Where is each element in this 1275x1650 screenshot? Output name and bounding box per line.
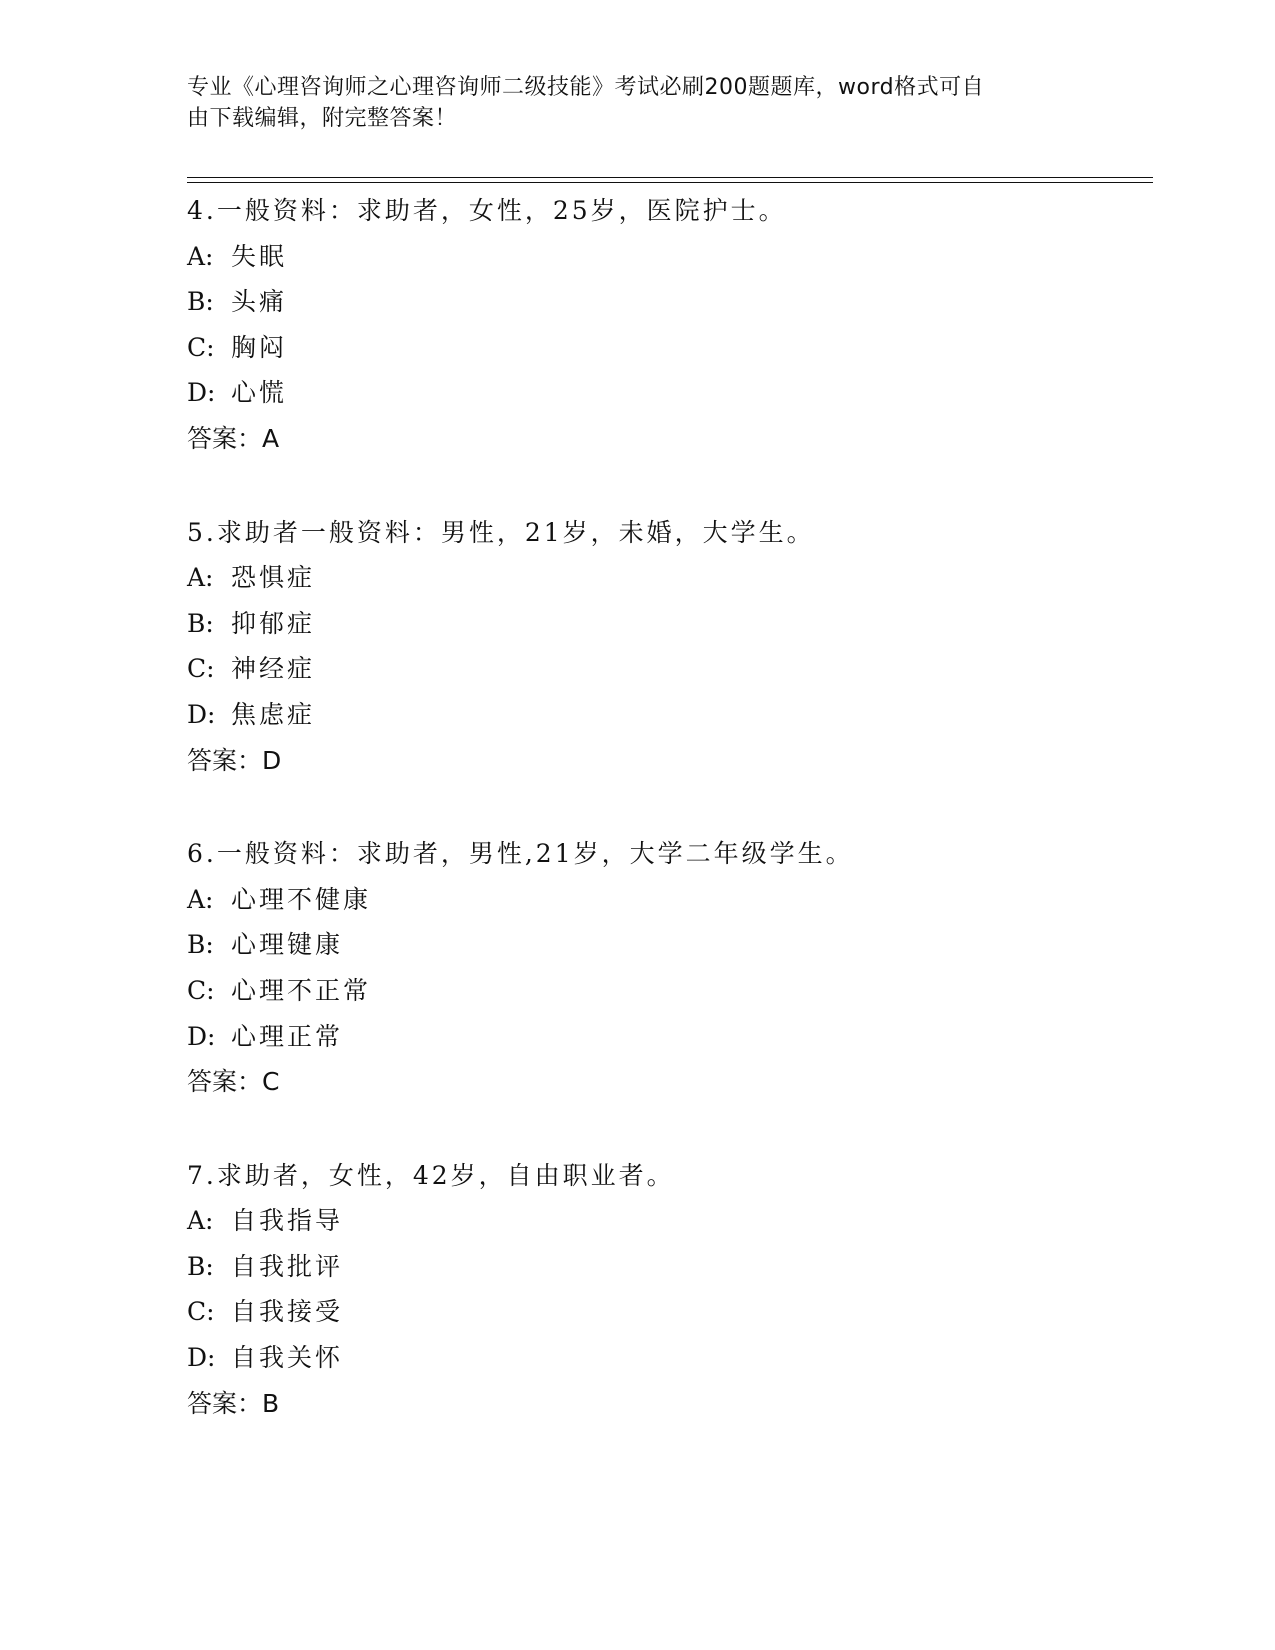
- header-line-1: 专业《心理咨询师之心理咨询师二级技能》考试必刷200题题库，word格式可自: [187, 75, 985, 100]
- option-text: 失眠: [231, 241, 288, 271]
- question-stem: 7.求助者，女性，42岁，自由职业者。: [187, 1160, 675, 1190]
- option-text: 自我关怀: [231, 1343, 344, 1373]
- option-text: 自我接受: [231, 1297, 344, 1327]
- option-label: A:: [187, 563, 214, 593]
- option-label: C:: [187, 332, 215, 362]
- option-c: [187, 646, 1153, 692]
- option-text: 神经症: [231, 654, 316, 684]
- answer-line: 答案：B: [187, 1388, 280, 1418]
- option-label: A:: [187, 1206, 214, 1236]
- option-label: C:: [187, 654, 215, 684]
- option-a: [187, 877, 1153, 923]
- option-text: 心理不健康: [231, 884, 372, 914]
- question-5: [187, 510, 1153, 784]
- option-label: C:: [187, 1297, 215, 1327]
- option-text: 自我指导: [231, 1206, 344, 1236]
- question-stem: 5.求助者一般资料：男性，21岁，未婚，大学生。: [187, 517, 815, 547]
- option-label: D:: [187, 1021, 216, 1051]
- option-c: [187, 325, 1153, 371]
- option-a: [187, 234, 1153, 280]
- option-text: 心理不正常: [231, 975, 372, 1005]
- option-b: [187, 922, 1153, 968]
- document-header: [187, 72, 1087, 134]
- question-6: [187, 831, 1153, 1105]
- option-text: 心慌: [231, 378, 288, 408]
- option-label: D:: [187, 1343, 216, 1373]
- option-text: 焦虑症: [231, 699, 316, 729]
- option-d: [187, 692, 1153, 738]
- question-7: [187, 1153, 1153, 1427]
- option-b: [187, 601, 1153, 647]
- question-stem: 4.一般资料：求助者，女性，25岁，医院护士。: [187, 196, 787, 225]
- option-d: [187, 1014, 1153, 1060]
- option-text: 恐惧症: [231, 563, 316, 593]
- option-text: 自我批评: [231, 1251, 344, 1281]
- option-label: C:: [187, 975, 215, 1005]
- option-label: B:: [187, 608, 214, 638]
- answer-line: 答案：D: [187, 745, 282, 775]
- option-c: [187, 1289, 1153, 1335]
- option-text: 胸闷: [231, 332, 288, 362]
- header-divider-bottom: [187, 182, 1153, 183]
- option-label: B:: [187, 930, 214, 960]
- option-label: B:: [187, 1251, 214, 1281]
- option-text: 心理键康: [231, 930, 344, 960]
- question-4: [187, 188, 1153, 462]
- option-c: [187, 968, 1153, 1014]
- option-a: [187, 1198, 1153, 1244]
- option-text: 心理正常: [231, 1021, 344, 1051]
- question-list: [187, 188, 1153, 1426]
- option-d: [187, 1335, 1153, 1381]
- header-divider-top: [187, 177, 1153, 178]
- option-b: [187, 279, 1153, 325]
- option-a: [187, 555, 1153, 601]
- question-stem: 6.一般资料：求助者，男性,21岁，大学二年级学生。: [187, 839, 854, 869]
- option-label: D:: [187, 699, 216, 729]
- option-text: 抑郁症: [231, 608, 316, 638]
- answer-line: 答案：C: [187, 1067, 280, 1097]
- option-label: A:: [187, 884, 214, 914]
- header-line-2: 由下载编辑，附完整答案！: [187, 106, 458, 131]
- option-label: D:: [187, 378, 216, 408]
- option-b: [187, 1244, 1153, 1290]
- option-d: [187, 370, 1153, 416]
- option-label: A:: [187, 241, 214, 271]
- option-label: B:: [187, 287, 214, 317]
- option-text: 头痛: [231, 287, 288, 317]
- answer-line: 答案：A: [187, 423, 280, 453]
